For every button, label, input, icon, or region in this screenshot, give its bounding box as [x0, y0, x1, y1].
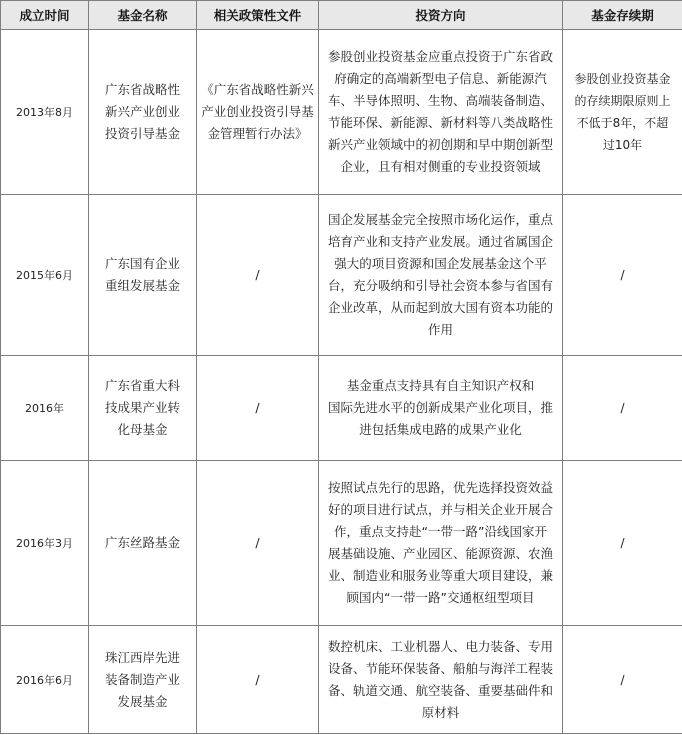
- cell-policy-doc: [197, 30, 319, 195]
- cell-investment-direction-line: 备、轨道交通、航空装备、重要基础件和: [327, 682, 553, 698]
- cell-policy-doc-line: /: [255, 400, 260, 415]
- cell-investment-direction-line: 企业改革，从而起到放大国有资本功能的: [327, 300, 553, 315]
- cell-investment-direction-line: 国际先进水平的创新成果产业化项目，推: [327, 400, 553, 415]
- table-row: [1, 356, 682, 461]
- cell-investment-direction-line: 基金重点支持具有自主知识产权和: [346, 378, 535, 393]
- cell-fund-term-line: 的存续期限原则上: [574, 94, 671, 108]
- cell-policy-doc: [197, 461, 319, 626]
- table-row: [1, 461, 682, 626]
- cell-investment-direction-line: 原材料: [421, 704, 460, 720]
- cell-fund-name-line: 装备制造产业: [104, 671, 180, 687]
- cell-investment-direction-line: 国企发展基金完全按照市场化运作，重点: [327, 212, 553, 227]
- header-date: 成立时间: [1, 1, 89, 30]
- cell-policy-doc: [197, 356, 319, 461]
- cell-investment-direction-line: 顾国内“一带一路”交通枢纽型项目: [346, 590, 535, 605]
- cell-fund-name: [89, 30, 197, 195]
- cell-fund-name-line: 发展基金: [117, 693, 168, 709]
- cell-fund-term: [563, 30, 682, 195]
- cell-fund-name-line: 投资引导基金: [104, 126, 180, 141]
- cell-investment-direction: [319, 626, 563, 734]
- header-fund-name: 基金名称: [89, 1, 197, 30]
- cell-investment-direction-line: 好的项目进行试点，并与相关企业开展合: [327, 502, 553, 517]
- cell-investment-direction-line: 节能环保、新能源、新材料等八类战略性: [327, 115, 553, 130]
- table-row: [1, 195, 682, 356]
- cell-fund-term-line: 不低于8年，不超: [576, 116, 669, 130]
- cell-investment-direction-line: 作，重点支持赴“一带一路”沿线国家开: [334, 524, 547, 539]
- cell-fund-term: [563, 626, 682, 734]
- cell-fund-term-line: /: [620, 672, 625, 687]
- cell-policy-doc-line: 金管理暂行办法》: [207, 126, 308, 141]
- header-policy-doc: 相关政策性文件: [197, 1, 319, 30]
- cell-fund-term-line: /: [620, 401, 625, 415]
- cell-date: 2016年3月: [1, 461, 89, 626]
- cell-investment-direction-line: 培育产业和支持产业发展。通过省属国企: [327, 234, 553, 249]
- cell-policy-doc: [197, 626, 319, 734]
- cell-fund-name: [89, 461, 197, 626]
- cell-fund-name: [89, 626, 197, 734]
- cell-investment-direction-line: 展基础设施、产业园区、能源资源、农渔: [327, 546, 553, 561]
- cell-investment-direction-line: 作用: [427, 322, 453, 337]
- cell-investment-direction: [319, 461, 563, 626]
- header-investment-direction: 投资方向: [319, 1, 563, 30]
- cell-fund-name: [89, 195, 197, 356]
- cell-investment-direction-line: 车、半导体照明、生物、高端装备制造、: [327, 93, 553, 108]
- header-row: [1, 1, 682, 30]
- table-row: [1, 626, 682, 734]
- cell-investment-direction-line: 进包括集成电路的成果产业化: [359, 422, 522, 437]
- cell-fund-name-line: 技成果产业转: [104, 400, 180, 415]
- cell-date: 2013年8月: [1, 30, 89, 195]
- cell-fund-name: [89, 356, 197, 461]
- cell-fund-name-line: 重组发展基金: [104, 278, 180, 293]
- cell-investment-direction-line: 按照试点先行的思路，优先选择投资效益: [327, 480, 553, 495]
- cell-fund-term-line: 参股创业投资基金: [574, 72, 671, 86]
- cell-investment-direction: [319, 195, 563, 356]
- cell-fund-name-line: 化母基金: [117, 422, 168, 437]
- cell-investment-direction-line: 新兴产业领域中的初创期和早中期创新型: [327, 137, 553, 152]
- header-fund-term: 基金存续期: [563, 1, 682, 30]
- cell-fund-term: [563, 356, 682, 461]
- cell-date: 2016年: [1, 356, 89, 461]
- cell-investment-direction: [319, 356, 563, 461]
- cell-investment-direction-line: 企业，且有相对侧重的专业投资领域: [340, 159, 541, 174]
- cell-policy-doc: [197, 195, 319, 356]
- cell-fund-name-line: 广东国有企业: [104, 256, 180, 271]
- cell-fund-name-line: 珠江西岸先进: [104, 649, 180, 665]
- cell-fund-name-line: 广东省重大科: [104, 378, 180, 393]
- cell-fund-term-line: 过10年: [602, 138, 643, 152]
- cell-investment-direction-line: 设备、节能环保装备、船舶与海洋工程装: [327, 660, 553, 676]
- table-body: [1, 30, 682, 734]
- cell-date: 2016年6月: [1, 626, 89, 734]
- cell-investment-direction-line: 数控机床、工业机器人、电力装备、专用: [327, 638, 553, 654]
- cell-investment-direction: [319, 30, 563, 195]
- cell-fund-name-line: 新兴产业创业: [104, 104, 180, 119]
- cell-fund-term: [563, 195, 682, 356]
- table-header: [1, 1, 682, 30]
- cell-policy-doc-line: /: [255, 535, 260, 550]
- cell-investment-direction-line: 台，充分吸纳和引导社会资本参与省国有: [327, 278, 553, 293]
- cell-policy-doc-line: 《广东省战略性新兴: [201, 82, 314, 97]
- cell-fund-term: [563, 461, 682, 626]
- cell-policy-doc-line: 产业创业投资引导基: [201, 104, 314, 119]
- cell-policy-doc-line: /: [255, 671, 260, 687]
- cell-fund-name-line: 广东丝路基金: [104, 535, 180, 550]
- cell-investment-direction-line: 参股创业投资基金应重点投资于广东省政: [327, 49, 553, 64]
- cell-investment-direction-line: 强大的项目资源和国企发展基金这个平: [334, 256, 547, 271]
- cell-fund-term-line: /: [620, 268, 625, 282]
- cell-policy-doc-line: /: [255, 267, 260, 282]
- cell-date: 2015年6月: [1, 195, 89, 356]
- cell-fund-term-line: /: [620, 536, 625, 550]
- cell-fund-name-line: 广东省战略性: [104, 82, 180, 97]
- cell-investment-direction-line: 业、制造业和服务业等重大项目建设，兼: [327, 568, 553, 583]
- table-row: [1, 30, 682, 195]
- cell-investment-direction-line: 府确定的高端新型电子信息、新能源汽: [334, 71, 547, 86]
